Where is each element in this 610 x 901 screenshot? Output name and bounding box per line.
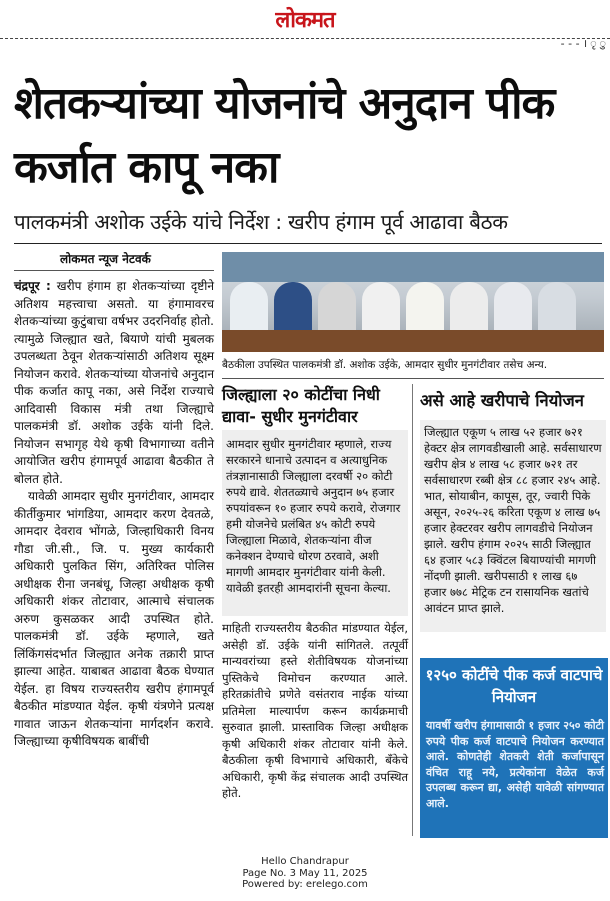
- newspaper-logo: लोकमत: [275, 7, 335, 33]
- caption-rule: [222, 378, 604, 379]
- photo-person: [538, 282, 576, 334]
- photo-caption: बैठकीला उपस्थित पालकमंत्री डॉ. अशोक उईके, आमदार सुधीर मुनगंटीवार तसेच अन्य.: [222, 359, 548, 371]
- body-paragraph-1: [14, 278, 214, 488]
- sidebar-left-box: आमदार सुधीर मुनगंटीवार म्हणाले, राज्य सरकारने धानाचे उत्पादन व अत्याधुनिक तंत्रज्ञानासाठी जिल्ह्याला दरवर्षी २० कोटी रुपये द्यावे. शेततळ्याचे अनुदान ७५ हजार रुपयांवरून १० हजार रुपये करावे, रोजगार हमी योजनेचे प्रलंबित ४५ कोटी रुपये जिल्ह्याला मिळावे, शेतकऱ्यांना वीज कनेक्शन देण्याचे धोरण ठरवावे, अशी मागणी आमदार मुनगंटीवार यांनी केली. यावेळी इतरही आमदारांनी सूचना केल्या.: [222, 430, 408, 616]
- article-headline: शेतकऱ्यांच्या योजनांचे अनुदान पीक कर्जात कापू नका: [14, 78, 555, 193]
- article-body-column: [14, 278, 214, 838]
- photo-person: [230, 282, 268, 334]
- body-paragraph-2: यावेळी आमदार सुधीर मुनगंटीवार, आमदार कीर्तीकुमार भांगडिया, आमदार करण देवतळे, आमदार देवराव भोंगळे, जिल्हाधिकारी विनय गौडा जी.सी., जि. प. मुख्य कार्यकारी अधिकारी पुलकित सिंग, अतिरिक्त पोलिस अधीक्षक रीना जनबंधू, जिल्हा अधीक्षक कृषी अधिकारी शंकर तोटावार, आत्माचे संचालक अरुण कुसळकर आदी उपस्थित होते. पालकमंत्री डॉ. उईके म्हणाले, खते लिंकिंगसंदर्भात जिल्ह्यात अनेक तक्रारी प्राप्त झाल्या आहेत. याबाबत आढावा बैठक घेण्यात येईल. हा विषय राज्यस्तरीय खरीप हंगामपूर्व बैठकीत मांडण्यात येईल. कृषी यंत्रणेने प्रत्यक्ष गावात जाऊन शेतकऱ्यांना मार्गदर्शन करावे. जिल्ह्याच्या कृषीविषयक बाबींची: [14, 489, 214, 748]
- masthead-rule: [0, 38, 610, 39]
- sidebar-right-title: असे आहे खरीपाचे नियोजन: [420, 391, 584, 410]
- photo-person: [406, 282, 444, 334]
- masthead: [0, 0, 610, 48]
- photo-person: [274, 282, 312, 334]
- byline-rule: [14, 270, 214, 271]
- byline: लोकमत न्यूज नेटवर्क: [60, 252, 151, 266]
- dateline: चंद्रपूर :: [14, 279, 51, 293]
- footer-edition: Hello Chandrapur: [261, 856, 349, 867]
- column-divider: [412, 384, 413, 836]
- photo-person: [318, 282, 356, 334]
- photo-person: [450, 282, 488, 334]
- footer-page-date: Page No. 3 May 11, 2025: [242, 867, 368, 879]
- meeting-photo: [222, 252, 604, 352]
- sidebar-right-box: जिल्ह्यात एकूण ५ लाख ५२ हजार ७२१ हेक्टर क्षेत्र लागवडीखाली आहे. सर्वसाधारण खरीप क्षेत्र ४ लाख ५८ हजार ७२१ तर सर्वसाधारण रब्बी क्षेत्र ८८ हजार २४५ आहे. भात, सोयाबीन, कापूस, तूर, ज्वारी पिके असून, २०२५-२६ करिता एकूण ४ लाख ७५ हजार हेक्टरवर खरीप लागवडीचे नियोजन झाले. खरीप हंगाम २०२५ साठी जिल्ह्यात ६४ हजार ५८३ क्विंटल बियाण्यांची मागणी नोंदणी झाली. खरीपसाठी १ लाख ६७ हजार ७७८ मेट्रिक टन रासायनिक खतांचे आवंटन प्राप्त झाले.: [420, 420, 606, 632]
- footer-powered-by: Powered by: erelego.com: [242, 879, 368, 890]
- photo-table: [222, 330, 604, 352]
- highlight-box-title: १२५० कोटींचे पीक कर्ज वाटपाचे नियोजन: [425, 666, 603, 706]
- photo-backdrop-banner: [222, 252, 604, 282]
- article-subheadline: पालकमंत्री अशोक उईके यांचे निर्देश : खरीप हंगाम पूर्व आढावा बैठक: [14, 210, 508, 234]
- highlight-box-body: यावर्षी खरीप हंगामासाठी १ हजार २५० कोटी रुपये पीक कर्ज वाटपाचे नियोजन करण्यात आले. कोणतेही शेतकरी शेती कर्जापासून वंचित राहू नये, प्रत्येकांना वेळेत कर्ज उपलब्ध करून द्या, असेही यावेळी सांगण्यात आले.: [426, 719, 604, 810]
- highlight-box: [420, 658, 608, 838]
- body-paragraph-1-text: खरीप हंगाम हा शेतकऱ्यांच्या दृष्टीने अतिशय महत्त्वाचा असतो. या हंगामावरच शेतकऱ्यांच्या कुटुंबाचा वर्षभर उदरनिर्वाह होतो. त्यामुळे जिल्ह्यात खते, बियाणे यांची मुबलक उपलब्धता ठेवून शेतकऱ्यांसाठी अतिशय सूक्ष्म नियोजन करावे. शेतकऱ्यांच्या योजनांचे अनुदान पीक कर्जात कापू नका, असे निर्देश राज्याचे आदिवासी विकास मंत्री तथा जिल्ह्याचे पालकमंत्री डॉ. अशोक उईके यांनी दिले. नियोजन सभागृह येथे कृषी विभागाच्या वतीने आयोजित खरीप हंगामपूर्व आढावा बैठकीत ते बोलत होते.: [14, 279, 214, 486]
- subheadline-rule: [14, 243, 602, 244]
- corner-mark: - - - । ृ ु: [560, 37, 606, 50]
- sidebar-left-continued: माहिती राज्यस्तरीय बैठकीत मांडण्यात येईल, असेही डॉ. उईके यांनी सांगितले. तत्पूर्वी मान्यवरांच्या हस्ते शेतीविषयक योजनांच्या पुस्तिकेचे विमोचन करण्यात आले. हरितक्रांतीचे प्रणेते वसंतराव नाईक यांच्या प्रतिमेला माल्यार्पण करून कार्यक्रमाची सुरुवात झाली. प्रास्ताविक जिल्हा अधीक्षक कृषी अधिकारी शंकर तोटावार यांनी केले. बैठकीला कृषी विभागाचे अधिकारी, बँकेचे अधिकारी, कृषी केंद्र संचालक आदी उपस्थित होते.: [222, 621, 408, 800]
- sidebar-left-title: जिल्ह्याला २० कोटींचा निधी द्यावा- सुधीर मुनगंटीवार: [222, 385, 380, 426]
- page-footer: [180, 856, 430, 891]
- photo-person: [362, 282, 400, 334]
- photo-person: [494, 282, 532, 334]
